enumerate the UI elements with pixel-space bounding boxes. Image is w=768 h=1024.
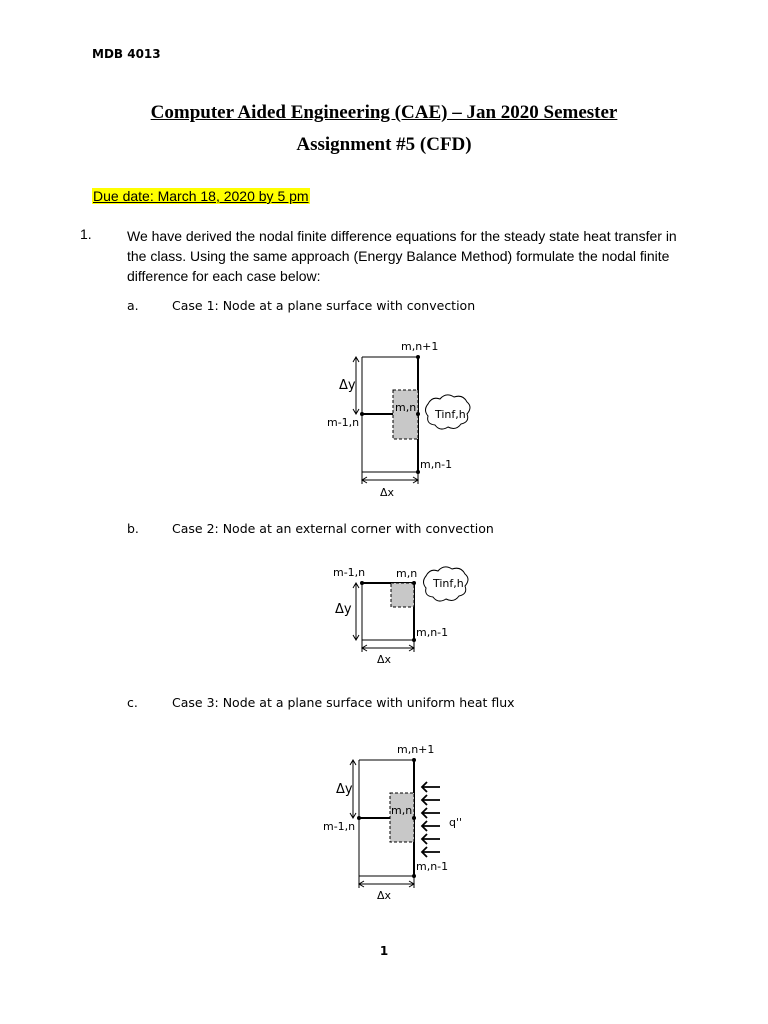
case-c-label-left: m-1,n	[323, 820, 356, 833]
case-c-label-top: m,n+1	[397, 743, 435, 756]
case-b-label-fluid: Tinf,h	[433, 577, 464, 590]
due-date-highlight: Due date: March 18, 2020 by 5 pm	[93, 188, 309, 204]
case-b-title: Case 2: Node at an external corner with convection	[172, 521, 494, 536]
question-number: 1.	[80, 226, 92, 242]
case-a-label-dy: Δy	[339, 378, 356, 393]
case-a-label-top: m,n+1	[401, 340, 439, 353]
case-a-letter: a.	[127, 298, 139, 313]
case-c-label-bottom: m,n-1	[416, 860, 449, 873]
case-a-label-node: m,n	[395, 401, 417, 414]
case-c-label-node: m,n	[391, 804, 413, 817]
question-text: We have derived the nodal finite difference equations for the steady state heat transfer in the class. Using the same approach (Energy Balance Method) formulate the nodal finite difference for each case below:	[127, 228, 677, 284]
case-c-letter: c.	[127, 695, 138, 710]
case-a-label-left: m-1,n	[327, 416, 360, 429]
case-b-label-bottom: m,n-1	[416, 626, 449, 639]
case-a-label-fluid: Tinf,h	[435, 408, 466, 421]
case-a-label-dx: Δx	[380, 486, 395, 499]
case-b-label-dx: Δx	[377, 653, 392, 666]
case-b-label-dy: Δy	[335, 602, 352, 617]
case-c-label-flux: q''	[449, 816, 463, 829]
page-number: 1	[379, 944, 389, 958]
case-c-label-dy: Δy	[336, 782, 353, 797]
assignment-title: Assignment #5 (CFD)	[296, 134, 472, 155]
heat-flux-arrows	[422, 782, 440, 857]
document-title: Computer Aided Engineering (CAE) – Jan 2020 Semester	[150, 102, 618, 123]
case-a-title: Case 1: Node at a plane surface with convection	[172, 298, 476, 313]
case-b-label-node: m,n	[396, 567, 418, 580]
case-b-letter: b.	[127, 521, 139, 536]
case-a-label-bottom: m,n-1	[420, 458, 453, 471]
case-c-label-dx: Δx	[377, 889, 392, 902]
course-code: MDB 4013	[92, 47, 161, 61]
case-b-label-left: m-1,n	[333, 566, 366, 579]
case-c-title: Case 3: Node at a plane surface with uniform heat flux	[172, 695, 515, 710]
